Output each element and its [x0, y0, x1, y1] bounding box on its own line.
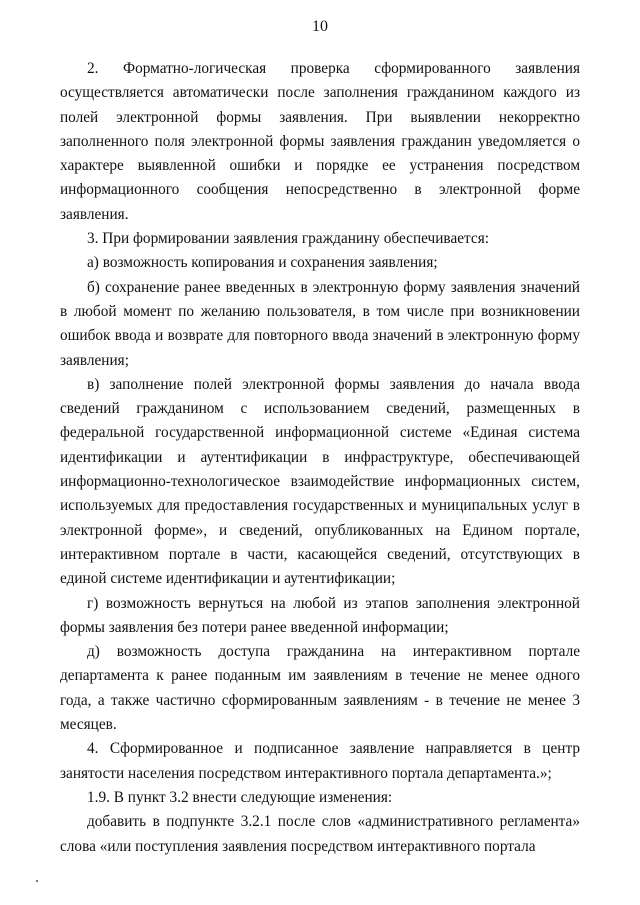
list-item-g: г) возможность вернуться на любой из этапов заполнения электронной формы заявления без потери ранее введенной информации;: [60, 594, 580, 636]
paragraph-application-forming: 3. При формировании заявления гражданину обеспечивается:: [87, 230, 489, 248]
list-item-d: д) возможность доступа гражданина на интерактивном портале департамента к ранее поданным им заявлениям в течение не менее одного года, а также частично сформированным заявлениям - в течение не менее 3 месяцев.: [60, 643, 580, 734]
list-item-a: а) возможность копирования и сохранения заявления;: [87, 254, 438, 272]
document-body: [60, 57, 580, 859]
page-number: 10: [312, 18, 328, 35]
paragraph-format-logic-check: 2. Форматно-логическая проверка сформированного заявления осуществляется автоматически после заполнения гражданином каждого из полей электронной формы заявления. При выявлении некорректно заполненного поля электронной формы заявления гражданин уведомляется о характере выявленной ошибки и порядке ее устранения посредством информационного сообщения непосредственно в электронной форме заявления.: [60, 60, 580, 223]
paragraph-amendment: добавить в подпункте 3.2.1 после слов «административного регламента» слова «или поступления заявления посредством интерактивного портала: [60, 813, 580, 855]
list-item-v: в) заполнение полей электронной формы заявления до начала ввода сведений гражданином с использованием сведений, размещенных в федеральной государственной информационной системе «Единая система идентификации и аутентификации в инфраструктуре, обеспечивающей информационно-технологическое взаимодействие информационных систем, используемых для предоставления государственных и муниципальных услуг в электронной форме», и сведений, опубликованных на Едином портале, интерактивном портале в части, касающейся сведений, отсутствующих в единой системе идентификации и аутентификации;: [60, 375, 580, 588]
scan-mark: [36, 880, 38, 882]
paragraph-submission: 4. Сформированное и подписанное заявление направляется в центр занятости населения посредством интерактивного портала департамента.»;: [60, 740, 580, 782]
list-item-b: б) сохранение ранее введенных в электронную форму заявления значений в любой момент по желанию пользователя, в том числе при возникновении ошибок ввода и возврате для повторного ввода значений в электронную форму заявления;: [60, 278, 580, 369]
paragraph-clause-1-9: 1.9. В пункт 3.2 внести следующие изменения:: [87, 788, 393, 806]
